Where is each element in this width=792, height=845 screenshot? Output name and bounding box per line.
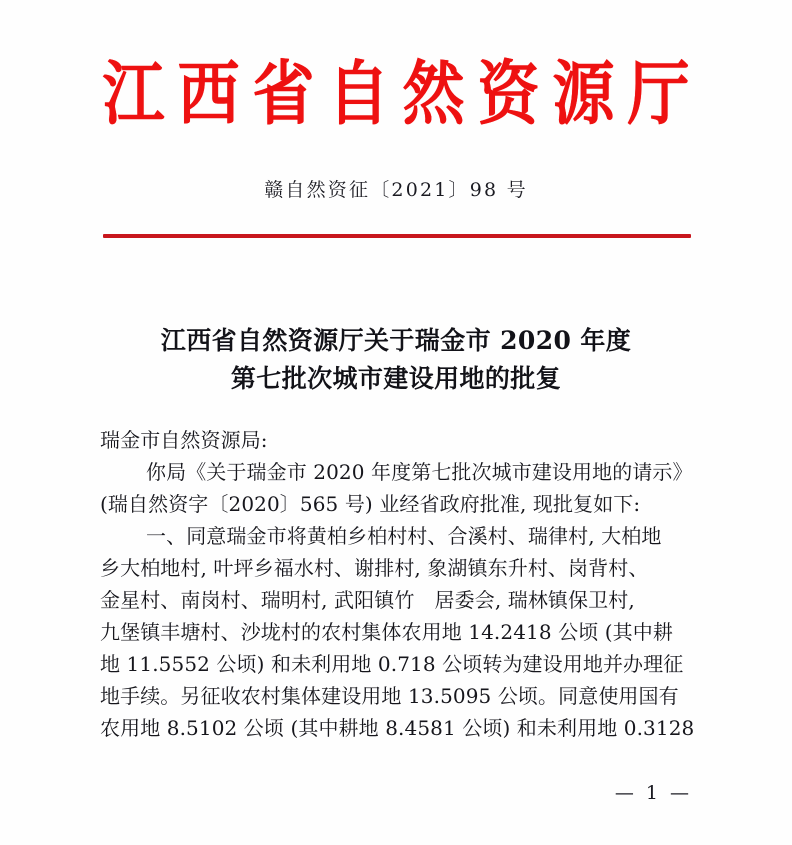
document-body [100,424,695,744]
body-line-5: 金星村、南岗村、瑞明村, 武阳镇竹 居委会, 瑞林镇保卫村, [100,588,635,612]
masthead [0,52,792,136]
page-number: — 1 — [614,782,692,804]
document-title-line-2: 第七批次城市建设用地的批复 [230,364,562,393]
body-line-6: 九堡镇丰塘村、沙垅村的农村集体农用地 14.2418 公顷 (其中耕 [100,620,673,644]
recipient-line: 瑞金市自然资源局: [100,428,268,452]
document-title-line-1: 江西省自然资源厅关于瑞金市 2020 年度 [160,326,632,355]
document-serial-number: 赣自然资征〔2021〕98 号 [264,179,528,201]
body-line-2: (瑞自然资字〔2020〕565 号) 业经省政府批准, 现批复如下: [100,492,641,516]
body-line-9: 农用地 8.5102 公顷 (其中耕地 8.4581 公顷) 和未利用地 0.3128 [100,716,695,740]
body-line-8: 地手续。另征收农村集体建设用地 13.5095 公顷。同意使用国有 [100,684,679,708]
body-line-3: 一、同意瑞金市将黄柏乡柏村村、合溪村、瑞律村, 大柏地 [146,524,662,548]
body-line-1: 你局《关于瑞金市 2020 年度第七批次城市建设用地的请示》 [146,460,693,484]
body-line-4: 乡大柏地村, 叶坪乡福水村、谢排村, 象湖镇东升村、岗背村、 [100,556,649,580]
red-separator-rule [103,234,691,238]
issuing-authority-title: 江西省自然资源厅 [102,52,703,135]
document-title [96,322,696,398]
body-line-7: 地 11.5552 公顷) 和未利用地 0.718 公顷转为建设用地并办理征 [100,652,684,676]
